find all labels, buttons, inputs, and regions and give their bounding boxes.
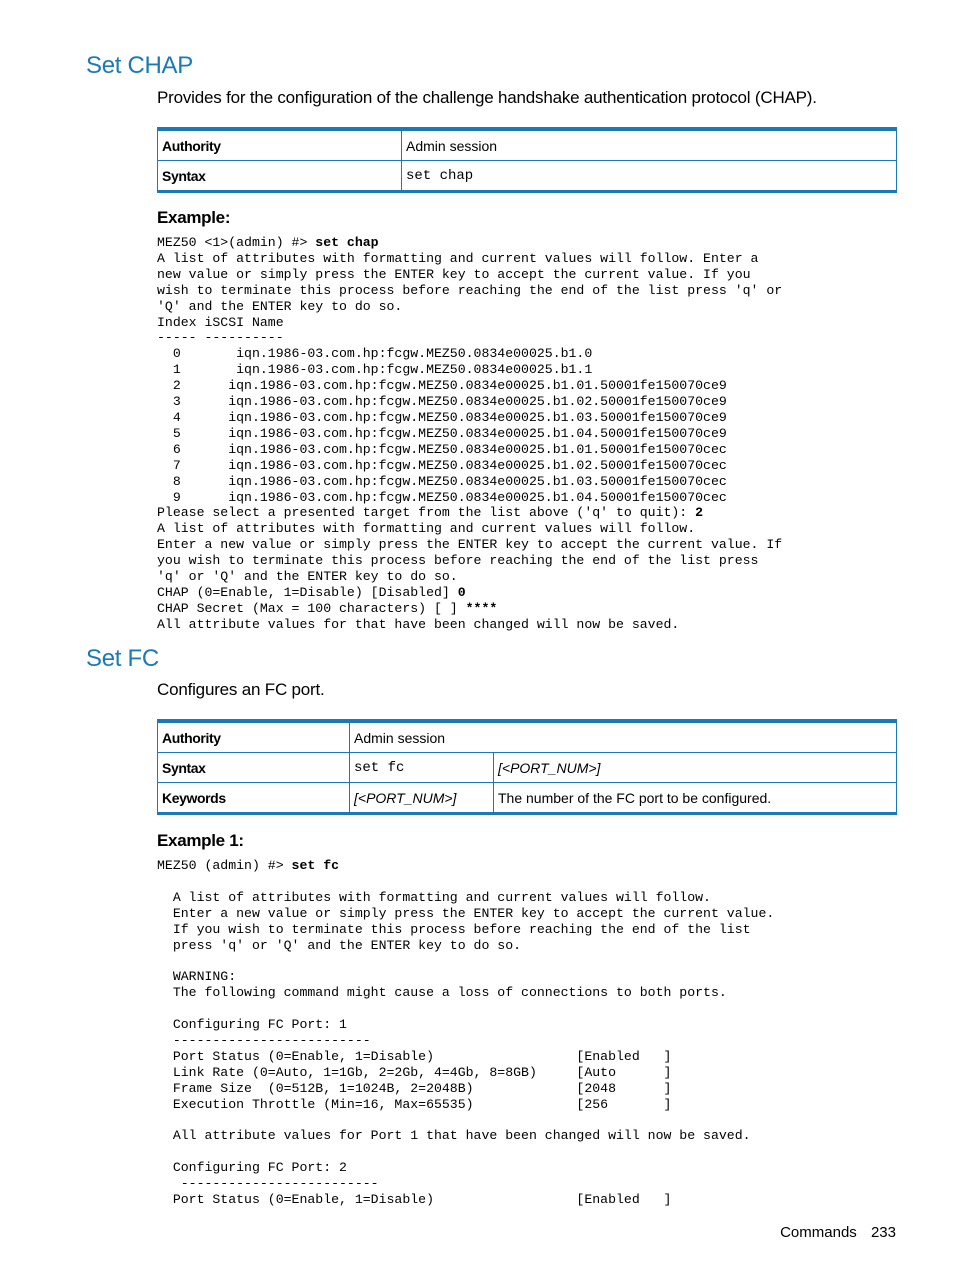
example-1-heading: Example 1: xyxy=(157,831,244,850)
authority-label: Authority xyxy=(158,721,350,753)
code-line: Enter a new value or simply press the ENTER key to accept the current value. If xyxy=(157,537,783,553)
code-line: A list of attributes with formatting and current values will follow. xyxy=(157,521,696,537)
code-example-set-fc xyxy=(157,858,774,1208)
code-line: 1 iqn.1986-03.com.hp:fcgw.MEZ50.0834e00025.b1.1 xyxy=(157,362,593,378)
code-user-input: **** xyxy=(465,600,498,616)
section-description-set-chap: Provides for the configuration of the challenge handshake authentication protocol (CHAP). xyxy=(157,88,817,107)
table-row xyxy=(158,753,897,783)
code-user-input: set fc xyxy=(291,858,340,873)
code-line: If you wish to terminate this process before reaching the end of the list xyxy=(157,921,751,937)
table-row xyxy=(158,129,897,161)
code-line: Please select a presented target from the list above ('q' to quit): 2 xyxy=(157,505,704,521)
authority-label: Authority xyxy=(158,129,402,161)
table-row xyxy=(158,783,897,814)
code-line: Configuring FC Port: 2 xyxy=(157,1160,347,1176)
code-line: 6 iqn.1986-03.com.hp:fcgw.MEZ50.0834e00025.b1.01.50001fe150070cec xyxy=(157,441,727,457)
code-line: ----- ---------- xyxy=(157,330,284,346)
code-line: MEZ50 (admin) #> set fc xyxy=(157,858,340,873)
code-line: 8 iqn.1986-03.com.hp:fcgw.MEZ50.0834e00025.b1.03.50001fe150070cec xyxy=(157,473,727,489)
code-line: 9 iqn.1986-03.com.hp:fcgw.MEZ50.0834e00025.b1.04.50001fe150070cec xyxy=(157,489,727,505)
code-line: wish to terminate this process before reaching the end of the list press 'q' or xyxy=(157,282,783,298)
code-line: 3 iqn.1986-03.com.hp:fcgw.MEZ50.0834e00025.b1.02.50001fe150070ce9 xyxy=(157,394,727,410)
section-title-set-chap: Set CHAP xyxy=(86,52,193,79)
code-line: 0 iqn.1986-03.com.hp:fcgw.MEZ50.0834e00025.b1.0 xyxy=(157,346,593,362)
code-line: 4 iqn.1986-03.com.hp:fcgw.MEZ50.0834e00025.b1.03.50001fe150070ce9 xyxy=(157,409,727,425)
syntax-value: set chap xyxy=(402,161,897,192)
code-line: ------------------------- xyxy=(157,1032,371,1048)
keywords-description: The number of the FC port to be configured. xyxy=(494,783,897,814)
code-line: new value or simply press the ENTER key to accept the current value. If you xyxy=(157,266,751,282)
code-line: 2 iqn.1986-03.com.hp:fcgw.MEZ50.0834e00025.b1.01.50001fe150070ce9 xyxy=(157,378,727,394)
syntax-label: Syntax xyxy=(158,161,402,192)
code-user-input: set chap xyxy=(315,235,379,250)
table-row xyxy=(158,161,897,192)
code-line: Link Rate (0=Auto, 1=1Gb, 2=2Gb, 4=4Gb, 8=8GB) [Auto ] xyxy=(157,1064,672,1080)
code-line: 'q' or 'Q' and the ENTER key to do so. xyxy=(157,569,458,585)
table-row xyxy=(158,721,897,753)
code-line: ------------------------- xyxy=(157,1176,379,1192)
section-description-set-fc: Configures an FC port. xyxy=(157,680,325,699)
page-footer xyxy=(770,1224,896,1241)
set-chap-spec-table xyxy=(157,127,897,193)
syntax-label: Syntax xyxy=(158,753,350,783)
code-line: WARNING: xyxy=(157,969,237,985)
footer-section-name: Commands xyxy=(780,1224,857,1241)
syntax-argument: [<PORT_NUM>] xyxy=(494,753,897,783)
keywords-value: [<PORT_NUM>] xyxy=(350,783,494,814)
code-user-input: 2 xyxy=(695,505,704,521)
page-number: 233 xyxy=(870,1224,896,1241)
code-line: The following command might cause a loss of connections to both ports. xyxy=(157,985,727,1001)
code-line: 'Q' and the ENTER key to do so. xyxy=(157,298,403,314)
code-user-input: 0 xyxy=(457,584,466,600)
code-line: All attribute values for Port 1 that have been changed will now be saved. xyxy=(157,1128,751,1144)
code-line: 7 iqn.1986-03.com.hp:fcgw.MEZ50.0834e00025.b1.02.50001fe150070cec xyxy=(157,457,727,473)
code-line: CHAP (0=Enable, 1=Disable) [Disabled] 0 xyxy=(157,584,466,600)
code-line: Frame Size (0=512B, 1=1024B, 2=2048B) [2048 ] xyxy=(157,1080,672,1096)
code-line: you wish to terminate this process before reaching the end of the list press xyxy=(157,553,759,569)
syntax-value: set fc xyxy=(350,753,494,783)
code-line: press 'q' or 'Q' and the ENTER key to do so. xyxy=(157,937,522,953)
authority-value: Admin session xyxy=(350,721,897,753)
set-fc-spec-table xyxy=(157,719,897,815)
code-line: Index iSCSI Name xyxy=(157,314,284,330)
example-heading: Example: xyxy=(157,208,231,227)
code-line: MEZ50 <1>(admin) #> set chap xyxy=(157,235,379,250)
section-title-set-fc: Set FC xyxy=(86,645,159,672)
code-line: Port Status (0=Enable, 1=Disable) [Enabled ] xyxy=(157,1048,672,1064)
code-line: All attribute values for that have been changed will now be saved. xyxy=(157,616,680,632)
keywords-label: Keywords xyxy=(158,783,350,814)
code-example-set-chap xyxy=(157,235,782,633)
code-line: A list of attributes with formatting and current values will follow. Enter a xyxy=(157,250,759,266)
code-line: Enter a new value or simply press the ENTER key to accept the current value. xyxy=(157,905,775,921)
code-line: Execution Throttle (Min=16, Max=65535) [256 ] xyxy=(157,1096,672,1112)
code-line: CHAP Secret (Max = 100 characters) [ ] **** xyxy=(157,600,498,616)
code-line: 5 iqn.1986-03.com.hp:fcgw.MEZ50.0834e00025.b1.04.50001fe150070ce9 xyxy=(157,425,727,441)
authority-value: Admin session xyxy=(402,129,897,161)
code-line: Port Status (0=Enable, 1=Disable) [Enabled ] xyxy=(157,1192,672,1208)
code-line: Configuring FC Port: 1 xyxy=(157,1017,347,1033)
code-line: A list of attributes with formatting and current values will follow. xyxy=(157,889,711,905)
